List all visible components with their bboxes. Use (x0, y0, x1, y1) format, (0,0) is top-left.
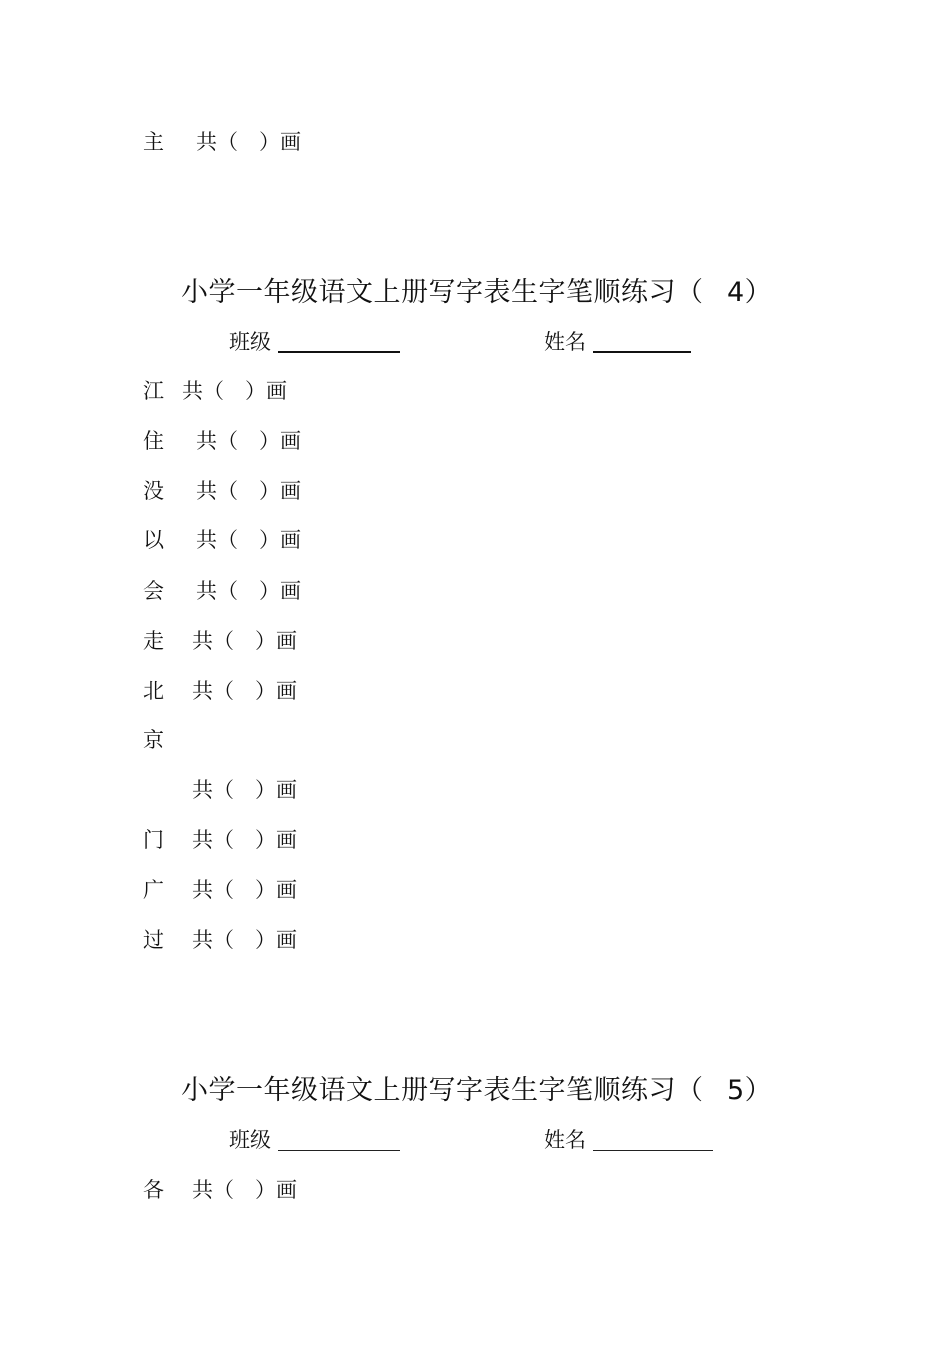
row-char: 会 (143, 579, 164, 603)
row-char: 主 (143, 130, 164, 154)
row-stroke-count: 共（ ）画 (196, 579, 301, 603)
row-stroke-count: 共（ ）画 (192, 928, 297, 952)
row-stroke-count: 共（ ）画 (192, 878, 297, 902)
row-stroke-count: 共（ ）画 (196, 479, 301, 503)
row-char: 京 (143, 728, 164, 752)
row-char: 没 (143, 479, 164, 503)
name-label: 姓名 (544, 330, 586, 354)
row-stroke-count: 共（ ）画 (192, 778, 297, 802)
row-stroke-count: 共（ ）画 (182, 379, 287, 403)
row-char: 广 (143, 878, 164, 902)
row-stroke-count: 共（ ）画 (192, 1178, 297, 1202)
class-label: 班级 (229, 330, 271, 354)
row-char: 走 (143, 629, 164, 653)
name-label: 姓名 (544, 1128, 586, 1152)
row-stroke-count: 共（ ）画 (192, 629, 297, 653)
row-char: 各 (143, 1178, 164, 1202)
class-blank[interactable] (278, 351, 400, 353)
section-title: 小学一年级语文上册写字表生字笔顺练习（ (181, 1075, 704, 1106)
row-stroke-count: 共（ ）画 (196, 528, 301, 552)
name-blank[interactable] (593, 1150, 713, 1151)
name-blank[interactable] (593, 351, 691, 353)
row-char: 北 (143, 679, 164, 703)
row-char: 门 (143, 828, 164, 852)
row-stroke-count: 共（ ）画 (192, 828, 297, 852)
section-number: 4） (727, 277, 773, 308)
row-char: 过 (143, 928, 164, 952)
row-char: 住 (143, 429, 164, 453)
row-stroke-count: 共（ ）画 (192, 679, 297, 703)
class-label: 班级 (229, 1128, 271, 1152)
section-number: 5） (727, 1075, 773, 1106)
class-blank[interactable] (278, 1150, 400, 1151)
row-char: 江 (143, 379, 164, 403)
row-stroke-count: 共（ ）画 (196, 429, 301, 453)
row-char: 以 (143, 528, 164, 552)
section-title: 小学一年级语文上册写字表生字笔顺练习（ (181, 277, 704, 308)
row-stroke-count: 共（ ）画 (196, 130, 301, 154)
